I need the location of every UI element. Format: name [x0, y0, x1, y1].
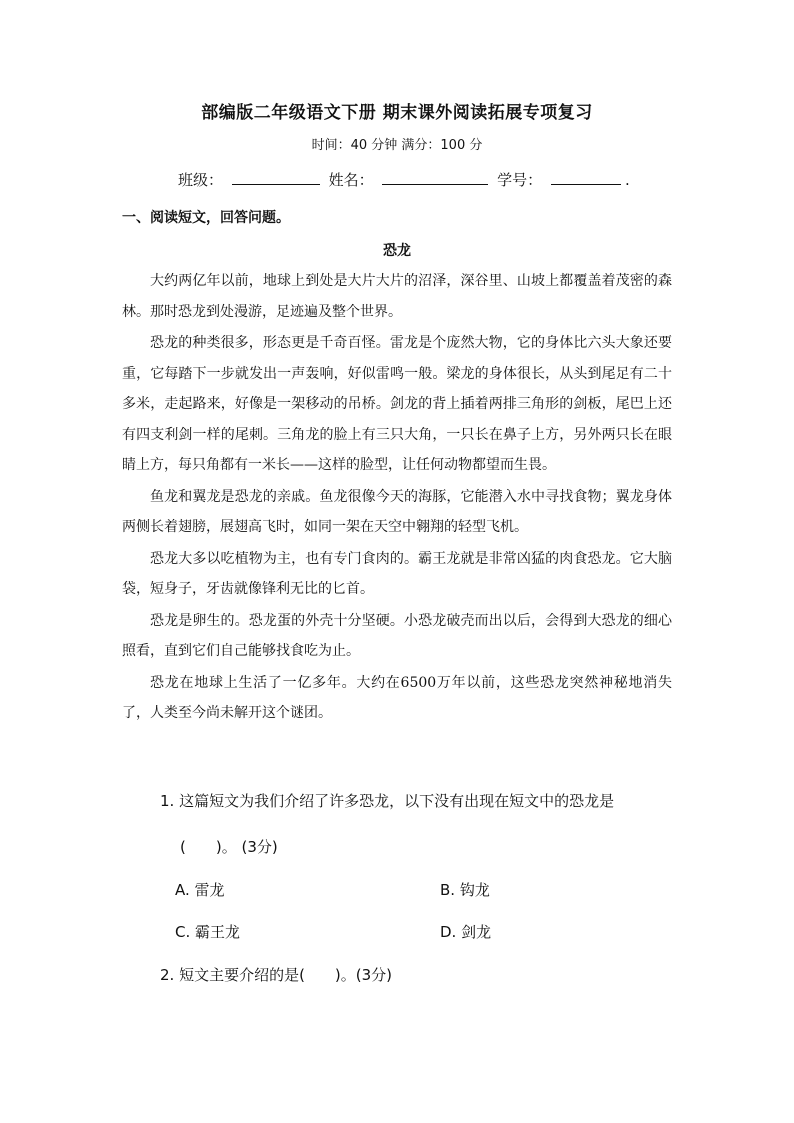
- exam-meta: 时间：40 分钟 满分：100 分: [311, 138, 483, 153]
- name-label: 姓名：: [328, 171, 374, 189]
- passage-paragraph: 恐龙在地球上生活了一亿多年。大约在6500万年以前，这些恐龙突然神秘地消失了，人类至今尚未解开这个谜团。: [122, 674, 672, 721]
- passage-paragraph: 大约两亿年以前，地球上到处是大片大片的沼泽，深谷里、山坡上都覆盖着茂密的森林。那时恐龙到处漫游，足迹遍及整个世界。: [122, 273, 672, 320]
- passage-paragraph: 鱼龙和翼龙是恐龙的亲戚。鱼龙很像今天的海豚，它能潜入水中寻找食物；翼龙身体两侧长着翅膀，展翅高飞时，如同一架在天空中翱翔的轻型飞机。: [122, 488, 672, 535]
- question-1-option-d[interactable]: D. 剑龙: [440, 923, 492, 941]
- class-label: 班级：: [178, 171, 224, 189]
- class-blank[interactable]: [232, 170, 320, 185]
- page-title: 部编版二年级语文下册 期末课外阅读拓展专项复习: [201, 103, 593, 123]
- passage-paragraph: 恐龙的种类很多，形态更是千奇百怪。雷龙是个庞然大物，它的身体比六头大象还要重，它每踏下一步就发出一声轰响，好似雷鸣一般。梁龙的身体很长，从头到尾足有二十多米，走起路来，好像是一架移动的吊桥。剑龙的背上插着两排三角形的剑板，尾巴上还有四支利剑一样的尾刺。三角龙的脸上有三只大角，一只长在鼻子上方，另外两只长在眼睛上方，每只角都有一米长——这样的脸型，让任何动物都望而生畏。: [122, 335, 672, 473]
- section-heading: 一、阅读短文，回答问题。: [122, 210, 290, 226]
- question-1-option-a[interactable]: A. 雷龙: [175, 881, 225, 899]
- question-1-option-b[interactable]: B. 钩龙: [440, 881, 490, 899]
- number-blank[interactable]: [551, 170, 621, 185]
- number-label: 学号：: [497, 171, 543, 189]
- student-info-line: [178, 169, 630, 190]
- name-blank[interactable]: [382, 170, 488, 185]
- passage-body: [122, 266, 672, 730]
- question-1-answer-blank[interactable]: ( )。 (3分): [180, 838, 278, 856]
- passage-title: 恐龙: [383, 243, 411, 259]
- question-2-text: 2. 短文主要介绍的是( )。(3分): [160, 966, 393, 984]
- passage-paragraph: 恐龙大多以吃植物为主，也有专门食肉的。霸王龙就是非常凶猛的肉食恐龙。它大脑袋，短身子，牙齿就像锋利无比的匕首。: [122, 550, 672, 597]
- passage-paragraph: 恐龙是卵生的。恐龙蛋的外壳十分坚硬。小恐龙破壳而出以后，会得到大恐龙的细心照看，直到它们自己能够找食吃为止。: [122, 612, 672, 659]
- question-1-text: 1. 这篇短文为我们介绍了许多恐龙，以下没有出现在短文中的恐龙是: [160, 792, 615, 810]
- question-1-option-c[interactable]: C. 霸王龙: [175, 923, 241, 941]
- info-end-mark: .: [624, 171, 630, 189]
